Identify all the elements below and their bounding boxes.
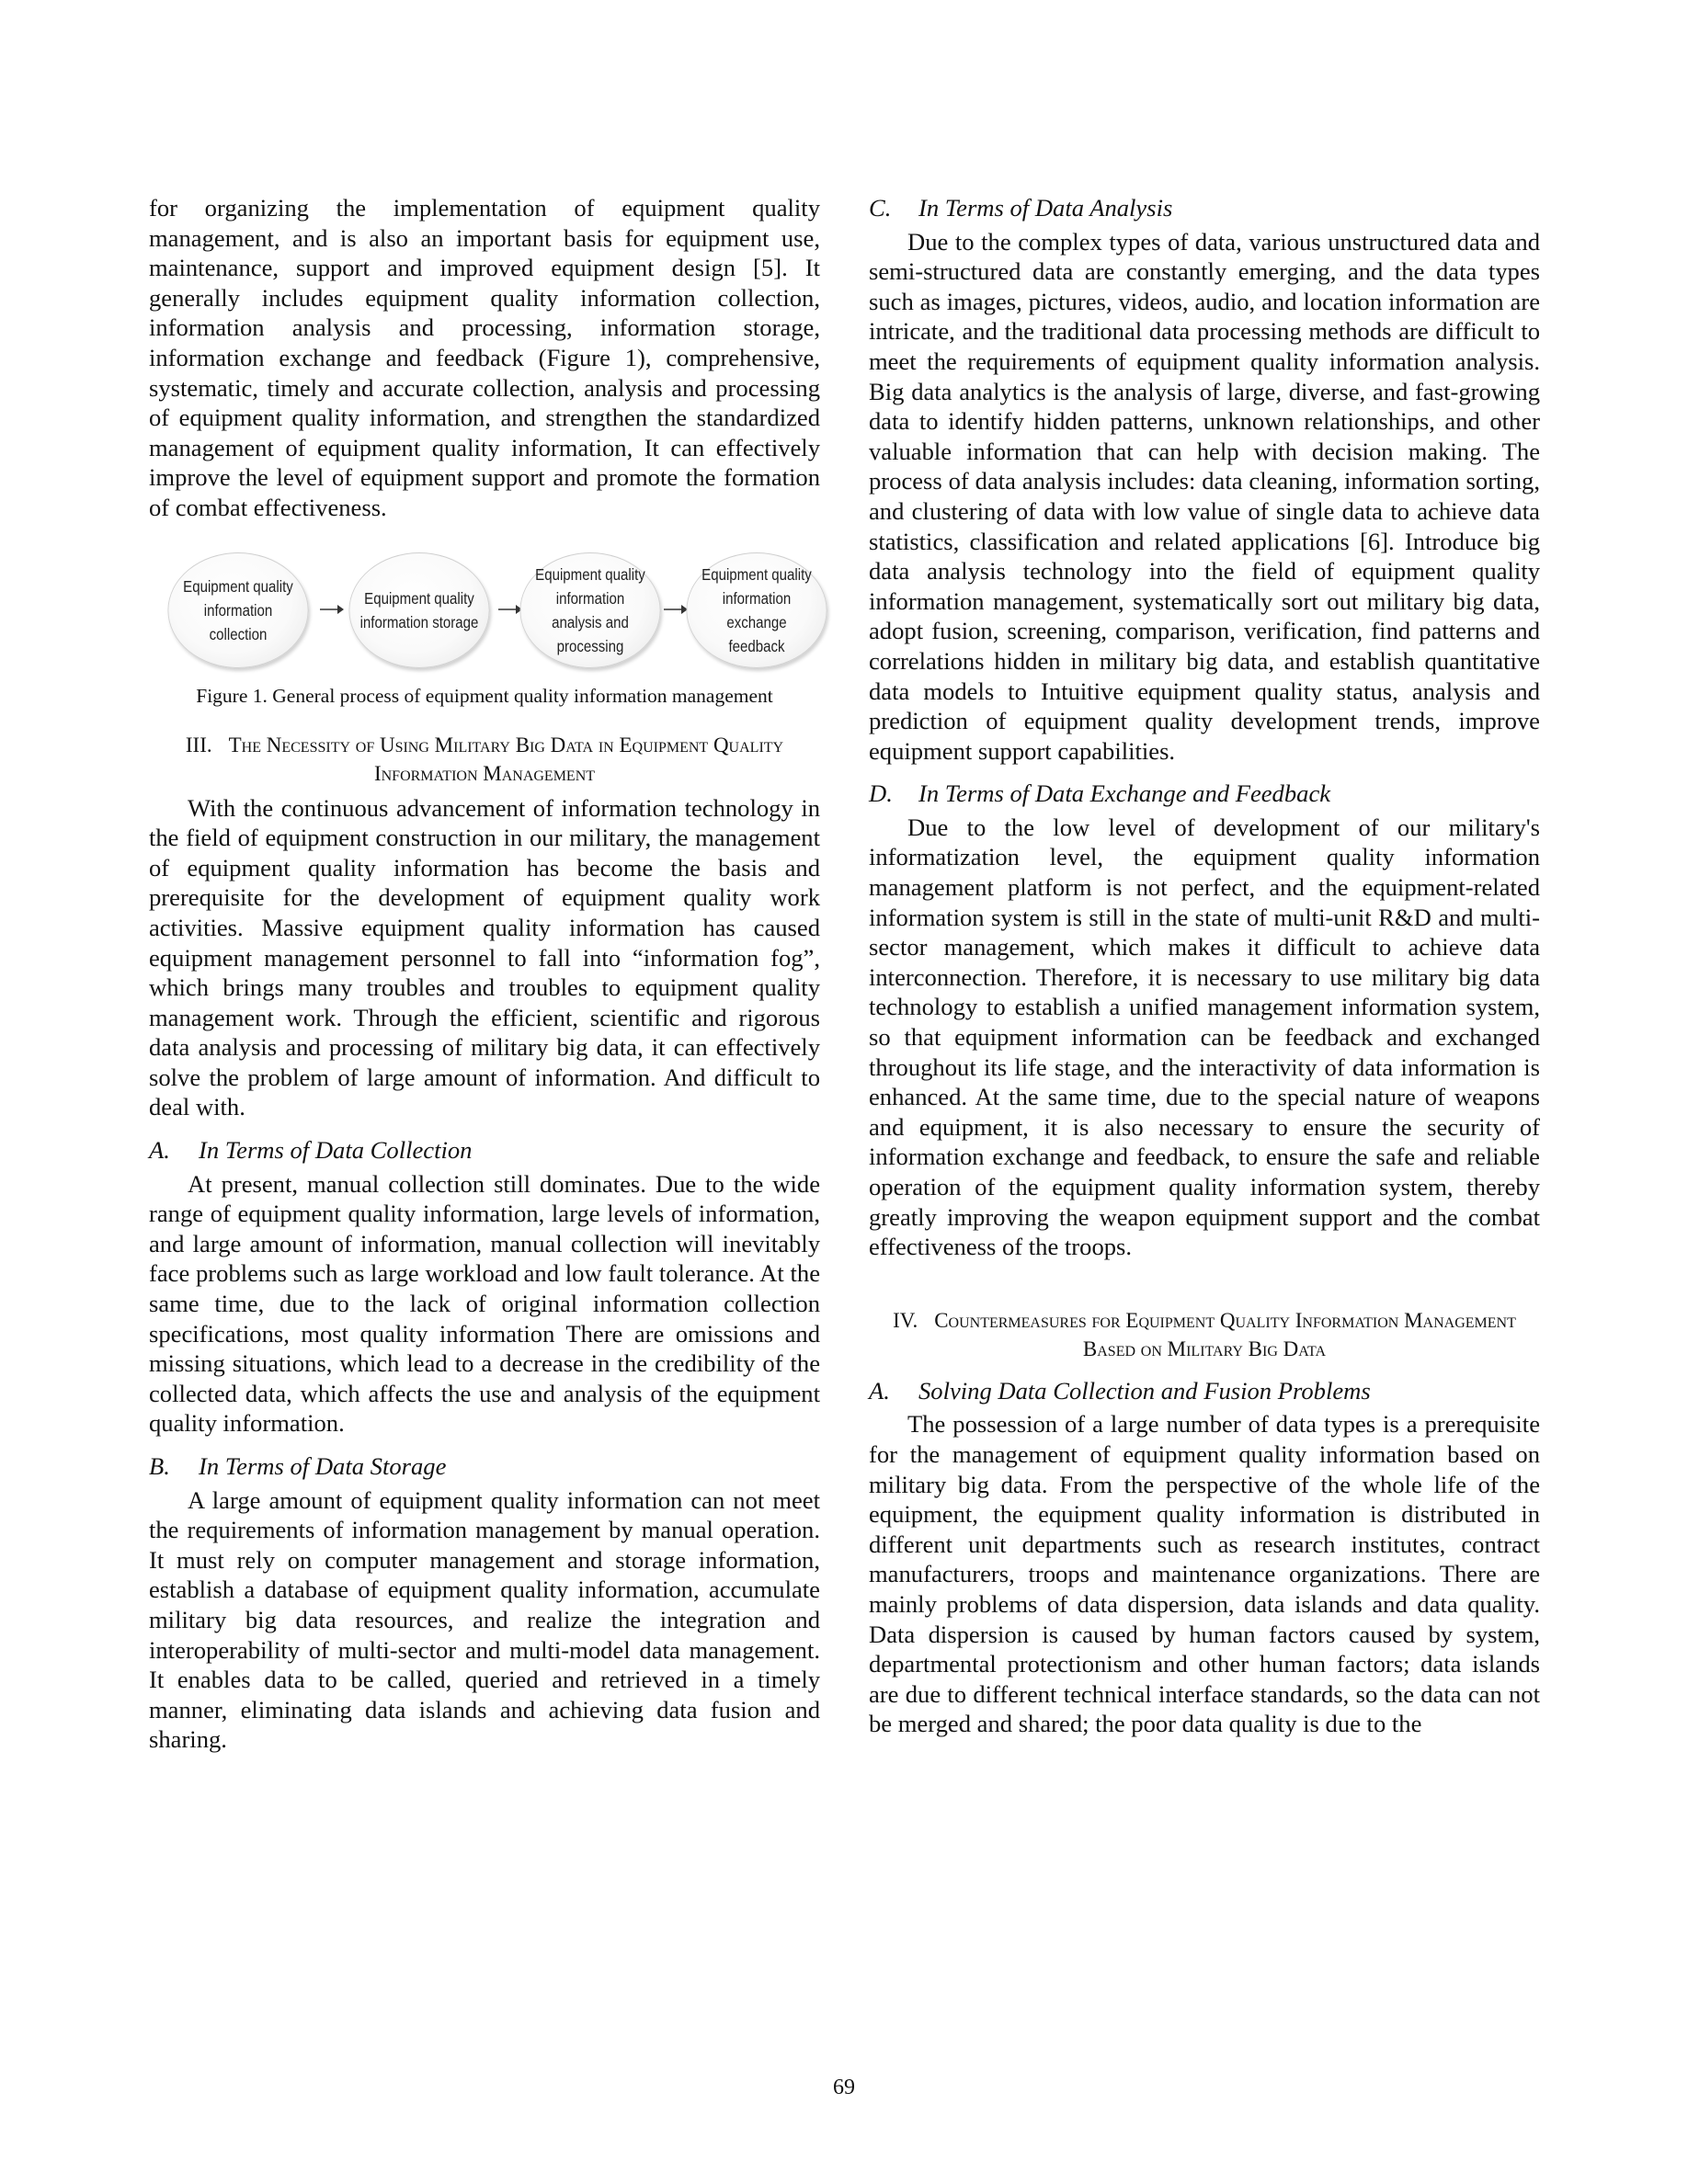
subsection-title: In Terms of Data Collection — [199, 1136, 473, 1165]
arrow-right-icon — [320, 604, 344, 615]
intro-paragraph: for organizing the implementation of equipment quality management, and is also an important basis for equipment use, maintenance, support and improved equipment design [5]. It generally includes equipment quality information collection, information analysis and processing, information storage, information exchange and feedback (Figure 1), comprehensive, systematic, timely and accurate collection, analysis and processing of equipment quality information, and strengthen the standardized management of equipment quality information, It can effectively improve the level of equipment support and promote the formation of combat effectiveness. — [149, 194, 820, 521]
section-4-heading — [869, 1306, 1540, 1363]
subsection-title: In Terms of Data Exchange and Feedback — [918, 779, 1331, 808]
subsection-a-heading — [149, 1135, 820, 1166]
arrow-right-icon — [498, 604, 522, 615]
subsection-c-paragraph: Due to the complex types of data, various unstructured data and semi-structured data are constantly emerging, and the data types such as images, pictures, videos, audio, and location information are intricate, and the traditional data processing methods are difficult to meet the requirements of equipment quality information analysis. Big data analytics is the analysis of large, diverse, and fast-growing data to identify hidden patterns, unknown relationships, and other valuable information that can help with decision making. The process of data analysis includes: data cleaning, information sorting, and clustering of data with low value of single data to achieve data statistics, classification and related applications [6]. Introduce big data analysis technology into the field of equipment quality information management, systematically sort out military big data, adopt fusion, screening, comparison, verification, find patterns and correlations hidden in military big data, and establish quantitative data models to Intuitive equipment quality status, analysis and prediction of equipment quality development trends, improve equipment support capabilities. — [869, 227, 1540, 765]
page-number: 69 — [833, 2076, 855, 2099]
subsection-d-paragraph: Due to the low level of development of our military's informatization level, the equipment quality information management platform is not perfect, and the equipment-related information system is still in the state of multi-unit R&D and multi-sector management, which makes it difficult to achieve data interconnection. Therefore, it is necessary to use military big data technology to establish a unified management information system, so that equipment information can be feedback and exchanged throughout its life stage, and the interactivity of data information is enhanced. At the same time, due to the special nature of weapons and equipment, it is also necessary to ensure the security of information exchange and feedback, to ensure the safe and reliable operation of the equipment quality information system, thereby greatly improving the weapon equipment support and the combat effectiveness of the troops. — [869, 813, 1540, 1261]
section-title: The Necessity of Using Military Big Data in Equipment Quality Information Management — [228, 733, 784, 785]
subsection-label: C. — [869, 194, 892, 222]
subsection-label: A. — [869, 1376, 890, 1405]
figure-1 — [149, 552, 820, 709]
section-number: IV. — [893, 1308, 918, 1332]
subsection-b-paragraph: A large amount of equipment quality information can not meet the requirements of information management by manual operation. It must rely on computer management and storage information, establish a database of equipment quality information, accumulate military big data resources, and realize the integration and interoperability of multi-sector and multi-model data management. It enables data to be called, queried and retrieved in a timely manner, eliminating data islands and achieving data fusion and sharing. — [149, 1485, 820, 1754]
arrow-right-icon — [664, 604, 688, 615]
flow-node-collection: Equipment quality information collection — [167, 552, 308, 668]
subsection-label: B. — [149, 1452, 170, 1480]
flow-node-analysis: Equipment quality information analysis and processing — [519, 552, 660, 668]
subsection-b-heading — [149, 1451, 820, 1482]
subsection-d-heading — [869, 779, 1540, 809]
subsection-label: D. — [869, 779, 893, 808]
section-number: III. — [185, 733, 212, 756]
subsection-title: In Terms of Data Analysis — [918, 194, 1173, 222]
subsection-4a-paragraph: The possession of a large number of data types is a prerequisite for the management of equipment quality information based on military big data. From the perspective of the whole life of the equipment, the equipment quality information is distributed in different unit departments such as research institutes, contract manufacturers, troops and maintenance organizations. There are mainly problems of data dispersion, data islands and data quality. Data dispersion is caused by human factors caused by system, departmental protectionism and other human factors; data islands are due to different technical interface standards, so the data can not be merged and shared; the poor data quality is due to the — [869, 1410, 1540, 1738]
section-3-heading — [149, 731, 820, 788]
subsection-label: A. — [149, 1136, 170, 1165]
flow-node-storage: Equipment quality information storage — [348, 552, 489, 668]
subsection-title: In Terms of Data Storage — [199, 1452, 447, 1480]
section-title: Countermeasures for Equipment Quality Information Management Based on Military Big Data — [934, 1308, 1516, 1360]
left-column — [149, 193, 820, 1755]
right-column — [869, 193, 1540, 1739]
subsection-a-paragraph: At present, manual collection still dominates. Due to the wide range of equipment quality information, large levels of information, and large amount of information, manual collection will inevitably face problems such as large workload and low fault tolerance. At the same time, due to the lack of original information collection specifications, most quality information There are omissions and missing situations, which lead to a decrease in the credibility of the collected data, which affects the use and analysis of the equipment quality information. — [149, 1169, 820, 1438]
figure-caption: Figure 1. General process of equipment quality information management — [196, 684, 773, 707]
process-flow-diagram — [149, 552, 820, 670]
subsection-title: Solving Data Collection and Fusion Problems — [918, 1376, 1371, 1405]
flow-node-exchange-feedback: Equipment quality information exchange feedback — [686, 552, 827, 668]
subsection-4a-heading — [869, 1376, 1540, 1406]
section-3-paragraph: With the continuous advancement of information technology in the field of equipment construction in our military, the management of equipment quality information has become the basis and prerequisite for the development of equipment quality work activities. Massive equipment quality information has caused equipment management personnel to fall into “information fog”, which brings many troubles and troubles to equipment quality management work. Through the efficient, scientific and rigorous data analysis and processing of military big data, it can effectively solve the problem of large amount of information. And difficult to deal with. — [149, 793, 820, 1121]
subsection-c-heading — [869, 193, 1540, 223]
